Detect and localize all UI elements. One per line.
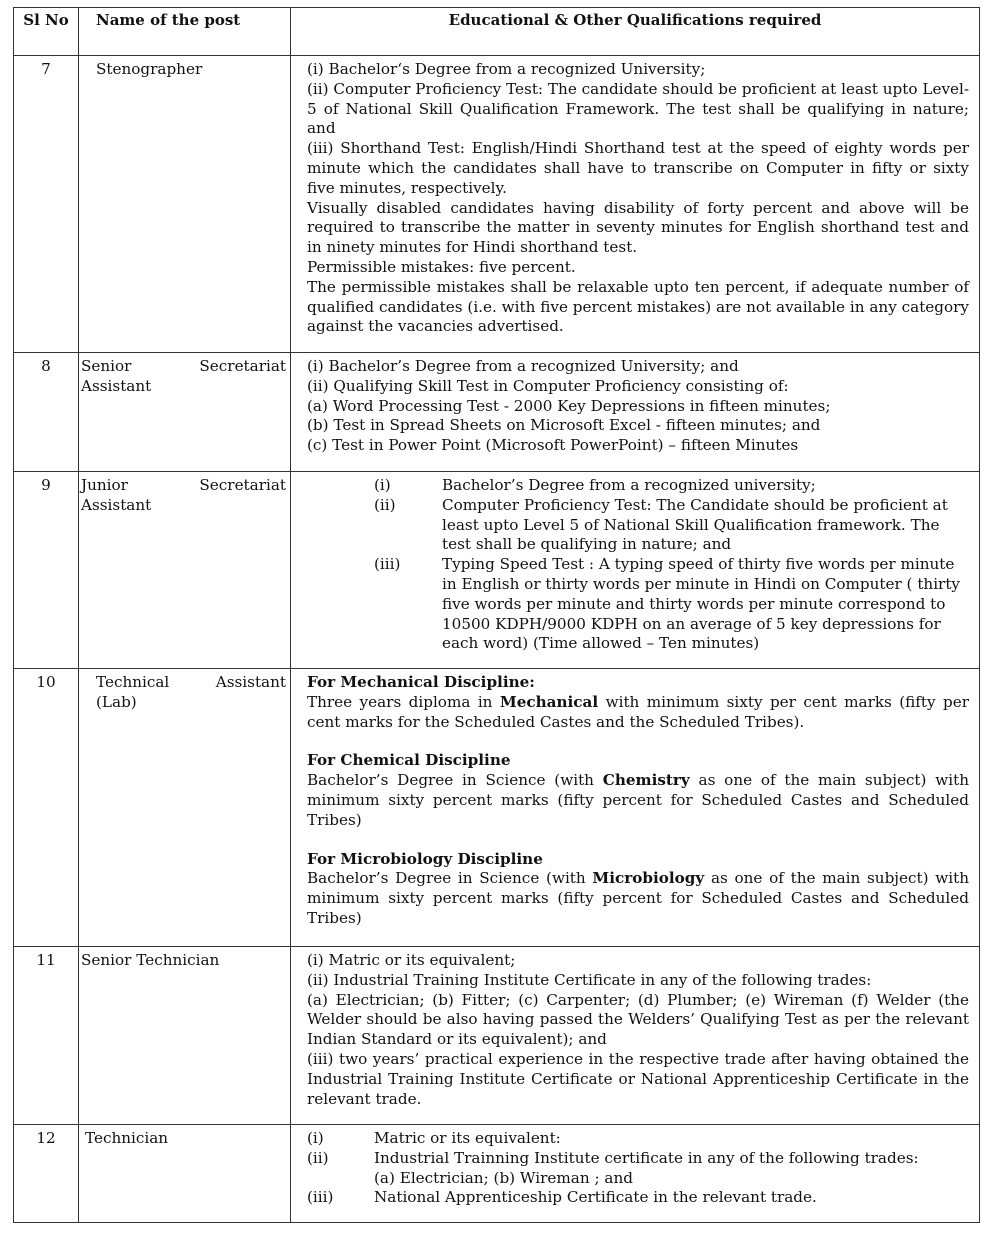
list-item bbox=[307, 555, 969, 654]
qualification-line: (i) Bachelor’s Degree from a recognized University; and bbox=[307, 357, 739, 375]
list-number: (iii) bbox=[374, 555, 401, 574]
post-name-part: (Lab) bbox=[96, 692, 137, 711]
row-qualifications bbox=[291, 669, 980, 947]
post-name-part: Assistant bbox=[81, 495, 152, 514]
qualification-line: (ii) Computer Proficiency Test: The candidate should be proficient at least upto Level-5 of National Skill Qualification Framework. The test shall be qualifying in nature; and bbox=[307, 79, 969, 138]
qualification-line: (iii) Shorthand Test: English/Hindi Shorthand test at the speed of eighty words per minute which the candidates shall have to transcribe on Computer in fifty or sixty five minutes, respectively. bbox=[307, 139, 969, 197]
qualification-line: (i) Matric or its equivalent; bbox=[307, 951, 516, 969]
post-name-part: Secretariat bbox=[199, 357, 286, 375]
row-qualifications bbox=[291, 1125, 980, 1223]
table-row bbox=[14, 353, 980, 472]
post-name-part: Technical bbox=[96, 673, 170, 691]
list-number: (iii) bbox=[307, 1188, 334, 1207]
qualification-line: (ii) Industrial Training Institute Certificate in any of the following trades: bbox=[307, 970, 872, 989]
row-qualifications bbox=[291, 472, 980, 669]
discipline-text: Bachelor’s Degree in Science (with Microbiology as one of the main subject) with minimum sixty percent marks (fifty percent for Scheduled Castes and Scheduled Tribes) bbox=[307, 869, 969, 927]
row-qualifications bbox=[291, 56, 980, 353]
list-number: (ii) bbox=[374, 495, 396, 514]
list-text: (a) Electrician; (b) Wireman ; and bbox=[374, 1168, 633, 1187]
row-post-name bbox=[79, 353, 291, 472]
list-number: (i) bbox=[307, 1129, 324, 1147]
table-header-row bbox=[14, 8, 980, 56]
table-row bbox=[14, 56, 980, 353]
table-row bbox=[14, 669, 980, 947]
row-post-name: Stenographer bbox=[79, 56, 291, 353]
list-item bbox=[307, 1188, 969, 1208]
header-qualifications: Educational & Other Qualifications required bbox=[291, 8, 980, 56]
list-item bbox=[307, 1149, 969, 1169]
discipline-text: Bachelor’s Degree in Science (with Chemistry as one of the main subject) with minimum sixty percent marks (fifty percent for Scheduled Castes and Scheduled Tribes) bbox=[307, 771, 969, 829]
row-post-name: Technician bbox=[79, 1125, 291, 1223]
post-name-part: Junior bbox=[81, 476, 128, 494]
list-text: Industrial Trainning Institute certificate in any of the following trades: bbox=[374, 1148, 919, 1167]
header-post-name: Name of the post bbox=[79, 8, 291, 56]
list-text: Computer Proficiency Test: The Candidate should be proficient at least upto Level 5 of National Skill Qualification framework. The test shall be qualifying in nature; and bbox=[442, 495, 948, 554]
row-sl-no: 9 bbox=[14, 472, 79, 669]
discipline-heading: For Microbiology Discipline bbox=[307, 849, 543, 868]
qualification-line: (ii) Qualifying Skill Test in Computer Proficiency consisting of: bbox=[307, 376, 789, 395]
table-row bbox=[14, 472, 980, 669]
row-sl-no: 7 bbox=[14, 56, 79, 353]
discipline-heading: For Chemical Discipline bbox=[307, 751, 511, 770]
row-sl-no: 12 bbox=[14, 1125, 79, 1223]
row-post-name bbox=[79, 472, 291, 669]
list-item bbox=[307, 496, 969, 555]
qualification-line: The permissible mistakes shall be relaxable upto ten percent, if adequate number of qualified candidates (i.e. with five percent mistakes) are not available in any category against the vacancies advertised. bbox=[307, 277, 969, 336]
post-name-part: Senior bbox=[81, 357, 132, 375]
table-row bbox=[14, 1125, 980, 1223]
qualification-line: (iii) two years’ practical experience in the respective trade after having obtained the Industrial Training Institute Certificate or National Apprenticeship Certificate in the relevant trade. bbox=[307, 1049, 969, 1108]
list-text: National Apprenticeship Certificate in the relevant trade. bbox=[374, 1188, 817, 1207]
list-number: (ii) bbox=[307, 1148, 329, 1167]
list-text: Typing Speed Test : A typing speed of thirty five words per minute in English or thirty words per minute in Hindi on Computer ( thirty five words per minute and thirty words per minute correspond to 10500 KDPH/9000 KDPH on an average of 5 key depressions for each word) (Time allowed – Ten minutes) bbox=[442, 555, 960, 653]
discipline-text: Three years diploma in Mechanical with minimum sixty per cent marks (fifty per cent marks for the Scheduled Castes and the Scheduled Tribes). bbox=[307, 692, 969, 731]
qualification-line: Permissible mistakes: five percent. bbox=[307, 257, 576, 276]
row-sl-no: 8 bbox=[14, 353, 79, 472]
table-row bbox=[14, 947, 980, 1125]
list-item bbox=[307, 476, 969, 496]
list-number bbox=[307, 1169, 374, 1189]
qualification-line: (c) Test in Power Point (Microsoft PowerPoint) – fifteen Minutes bbox=[307, 436, 799, 455]
list-number: (i) bbox=[374, 476, 391, 494]
qualifications-table bbox=[13, 7, 980, 1223]
discipline-heading: For Mechanical Discipline: bbox=[307, 673, 535, 691]
list-text: Matric or its equivalent: bbox=[374, 1129, 561, 1147]
row-sl-no: 10 bbox=[14, 669, 79, 947]
qualification-line: (a) Word Processing Test - 2000 Key Depressions in fifteen minutes; bbox=[307, 396, 831, 415]
qualification-line: Visually disabled candidates having disability of forty percent and above will be required to transcribe the matter in seventy minutes for English shorthand test and in ninety minutes for Hindi shorthand test. bbox=[307, 198, 969, 257]
header-sl-no: Sl No bbox=[14, 8, 79, 56]
qualification-line: (i) Bachelor‘s Degree from a recognized University; bbox=[307, 60, 706, 78]
row-post-name bbox=[79, 669, 291, 947]
list-text: Bachelor’s Degree from a recognized university; bbox=[442, 476, 816, 494]
row-post-name: Senior Technician bbox=[79, 947, 291, 1125]
post-name-part: Assistant bbox=[215, 673, 286, 691]
row-qualifications bbox=[291, 947, 980, 1125]
post-name-part: Assistant bbox=[81, 376, 152, 395]
row-sl-no: 11 bbox=[14, 947, 79, 1125]
list-item bbox=[307, 1129, 969, 1149]
qualification-line: (b) Test in Spread Sheets on Microsoft Excel - fifteen minutes; and bbox=[307, 416, 821, 435]
list-item bbox=[307, 1169, 969, 1189]
post-name-part: Secretariat bbox=[199, 476, 286, 494]
qualification-line: (a) Electrician; (b) Fitter; (c) Carpenter; (d) Plumber; (e) Wireman (f) Welder (the Welder should be also having passed the Welders’ Qualifying Test as per the relevant Indian Standard or its equivalent); and bbox=[307, 990, 969, 1049]
row-qualifications bbox=[291, 353, 980, 472]
